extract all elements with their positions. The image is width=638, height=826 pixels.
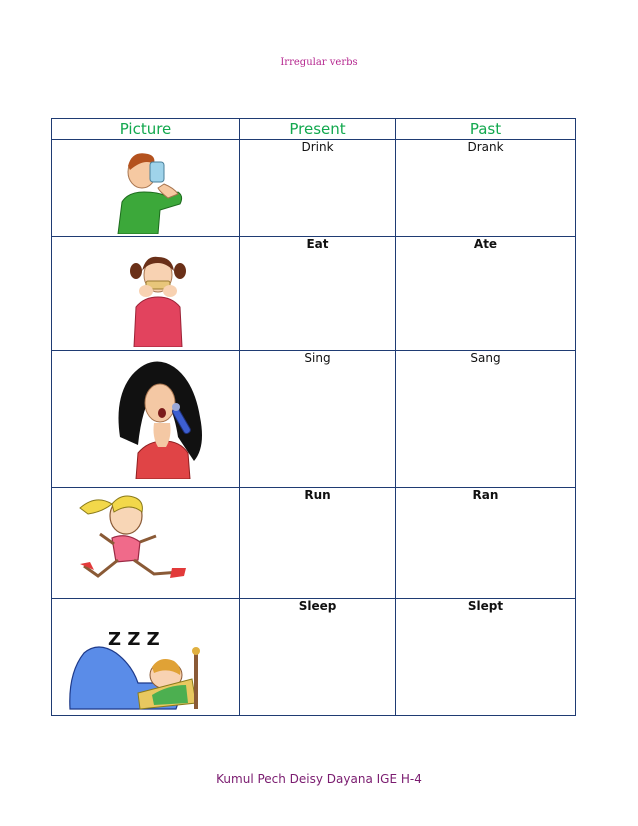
picture-cell [52, 599, 240, 716]
past-cell: Drank [396, 140, 576, 237]
picture-cell [52, 488, 240, 599]
header-past: Past [396, 119, 576, 140]
past-cell: Slept [396, 599, 576, 716]
verbs-table [51, 118, 576, 716]
table-row [52, 599, 576, 716]
drinking-boy-icon [108, 148, 188, 234]
running-girl-icon [76, 492, 188, 588]
picture-cell [52, 237, 240, 351]
eating-girl-icon [118, 251, 198, 347]
table-row [52, 140, 576, 237]
past-cell: Sang [396, 351, 576, 488]
table-row [52, 488, 576, 599]
header-row [52, 119, 576, 140]
present-cell: Sing [240, 351, 396, 488]
header-picture: Picture [52, 119, 240, 140]
document-title: Irregular verbs [280, 57, 358, 68]
past-cell: Ran [396, 488, 576, 599]
picture-cell [52, 140, 240, 237]
singing-woman-icon [114, 357, 210, 479]
present-cell: Drink [240, 140, 396, 237]
present-cell: Sleep [240, 599, 396, 716]
present-cell: Run [240, 488, 396, 599]
header-present: Present [240, 119, 396, 140]
document-footer: Kumul Pech Deisy Dayana IGE H-4 [216, 772, 422, 786]
svg-text:Z Z Z: Z Z Z [108, 629, 160, 650]
sleeping-boy-icon [68, 623, 206, 713]
present-cell: Eat [240, 237, 396, 351]
past-cell: Ate [396, 237, 576, 351]
table-row [52, 237, 576, 351]
table-row [52, 351, 576, 488]
picture-cell [52, 351, 240, 488]
